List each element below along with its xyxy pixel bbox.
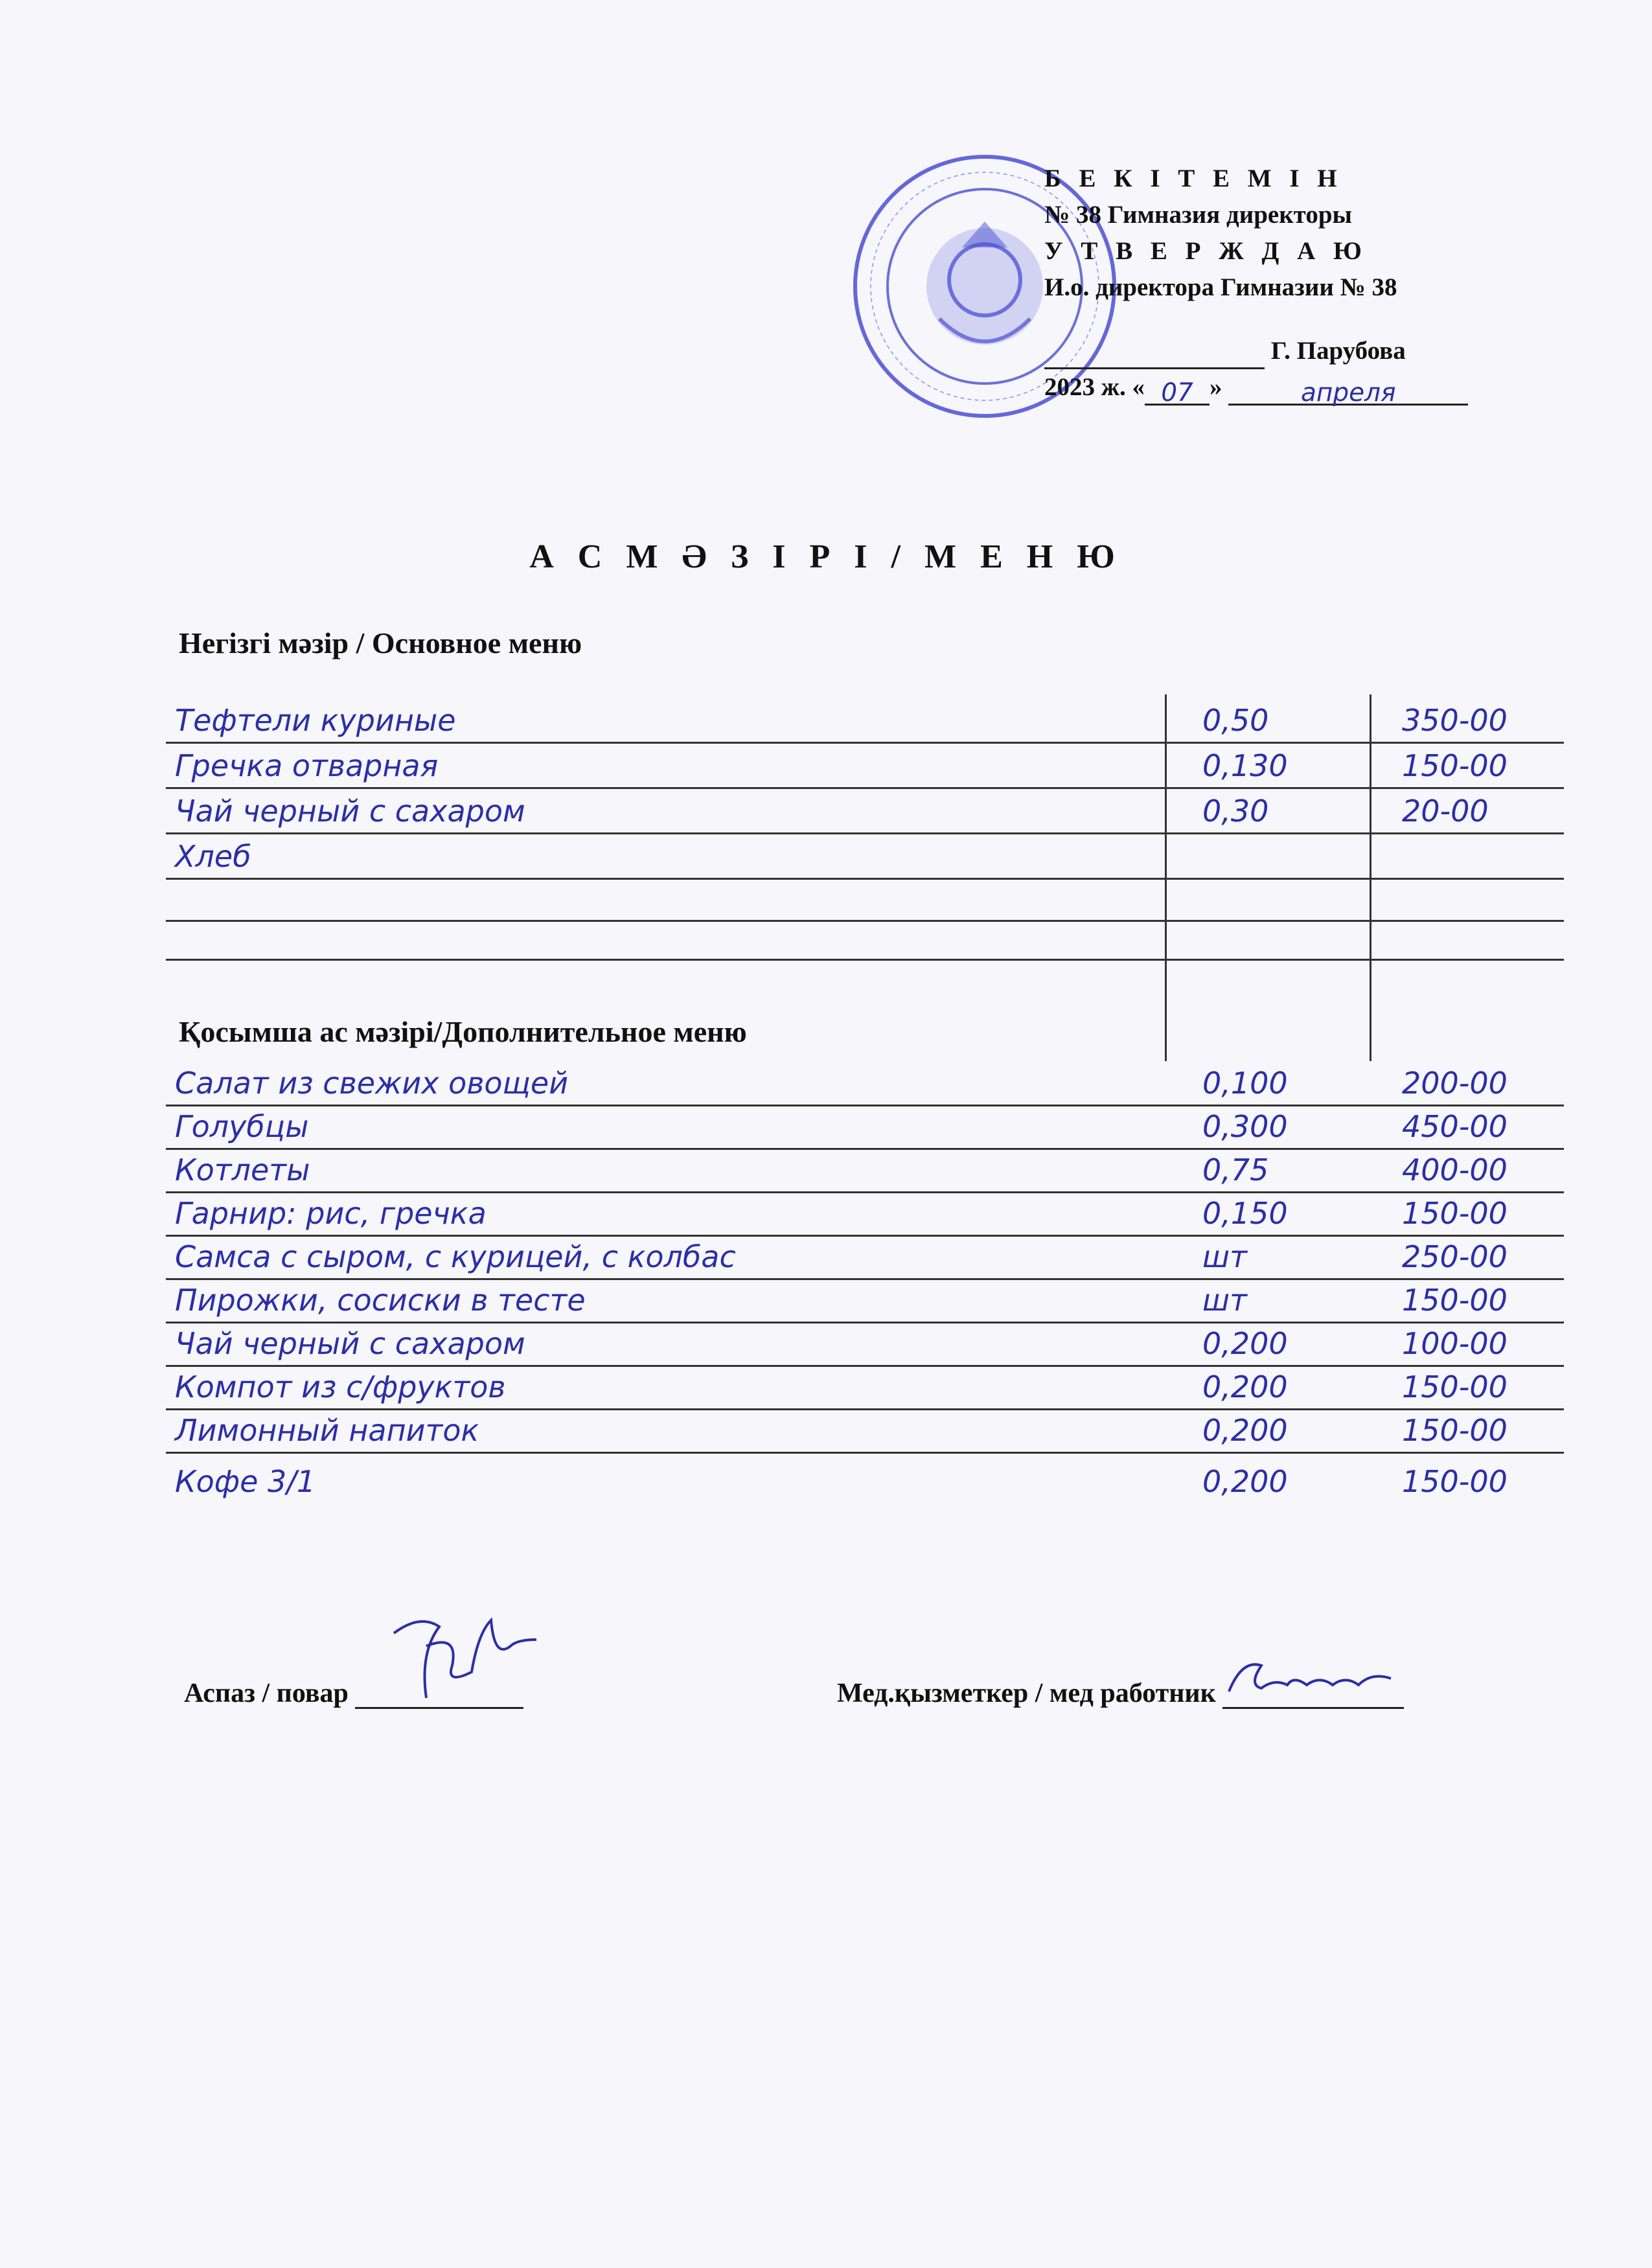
approval-date-month: апреля bbox=[1228, 375, 1468, 406]
main-menu-row bbox=[166, 698, 1564, 744]
item-name: Компот из с/фруктов bbox=[175, 1369, 506, 1404]
item-price: 100-00 bbox=[1402, 1326, 1508, 1361]
cook-signature-scribble bbox=[381, 1607, 543, 1711]
item-qty: 0,30 bbox=[1202, 794, 1269, 829]
approval-date-prefix: 2023 ж. « bbox=[1044, 373, 1145, 401]
extra-menu-row bbox=[166, 1408, 1564, 1454]
item-name: Котлеты bbox=[175, 1152, 310, 1187]
item-name: Гречка отварная bbox=[175, 748, 439, 783]
approval-date-day: 07 bbox=[1145, 375, 1210, 406]
item-name: Хлеб bbox=[175, 839, 251, 874]
item-price: 350-00 bbox=[1402, 703, 1508, 738]
item-qty: 0,100 bbox=[1202, 1066, 1288, 1101]
extra-menu-row bbox=[166, 1234, 1564, 1280]
extra-menu-row bbox=[166, 1147, 1564, 1193]
item-qty: 0,200 bbox=[1202, 1369, 1288, 1404]
approval-signer-name: Г. Парубова bbox=[1270, 337, 1406, 365]
item-qty: 0,200 bbox=[1202, 1326, 1288, 1361]
approval-ru-heading: У Т В Е Р Ж Д А Ю bbox=[1044, 237, 1368, 265]
item-qty: 0,200 bbox=[1202, 1413, 1288, 1448]
item-qty: 0,130 bbox=[1202, 748, 1288, 783]
extra-menu-row bbox=[166, 1277, 1564, 1323]
item-qty: 0,150 bbox=[1202, 1196, 1288, 1231]
approval-date-line bbox=[1044, 369, 1468, 406]
approval-ru-position: И.о. директора Гимназии № 38 bbox=[1044, 273, 1397, 301]
cook-label: Аспаз / повар bbox=[184, 1678, 349, 1708]
item-name: Самса с сыром, с курицей, с колбас bbox=[175, 1239, 736, 1274]
medic-signature-block bbox=[837, 1678, 1404, 1709]
cook-signature-block bbox=[184, 1678, 523, 1709]
item-name: Гарнир: рис, гречка bbox=[175, 1196, 487, 1231]
approval-signature-line bbox=[1044, 333, 1468, 369]
item-price: 20-00 bbox=[1402, 794, 1489, 829]
extra-menu-row bbox=[166, 1104, 1564, 1150]
main-menu-row bbox=[166, 915, 1564, 961]
item-price: 200-00 bbox=[1402, 1066, 1508, 1101]
item-price: 150-00 bbox=[1402, 1196, 1508, 1231]
item-qty: 0,200 bbox=[1202, 1464, 1288, 1499]
director-signature-blank bbox=[1044, 339, 1265, 369]
approval-block bbox=[1044, 161, 1468, 406]
extra-menu-row bbox=[166, 1321, 1564, 1367]
main-menu-row bbox=[166, 788, 1564, 834]
item-price: 150-00 bbox=[1402, 1464, 1508, 1499]
item-name: Голубцы bbox=[175, 1109, 309, 1144]
item-qty: 0,75 bbox=[1202, 1152, 1269, 1187]
medic-label: Мед.қызметкер / мед работник bbox=[837, 1678, 1216, 1708]
item-price: 150-00 bbox=[1402, 1413, 1508, 1448]
item-price: 450-00 bbox=[1402, 1109, 1508, 1144]
main-menu-row bbox=[166, 834, 1564, 880]
item-name: Пирожки, сосиски в тесте bbox=[175, 1283, 586, 1318]
item-name: Салат из свежих овощей bbox=[175, 1066, 569, 1101]
item-name: Кофе 3/1 bbox=[175, 1464, 316, 1499]
item-qty: 0,50 bbox=[1202, 703, 1269, 738]
item-name: Чай черный с сахаром bbox=[175, 1326, 525, 1361]
item-qty: шт bbox=[1202, 1239, 1247, 1274]
item-name: Чай черный с сахаром bbox=[175, 794, 525, 829]
cook-signature-line bbox=[355, 1678, 523, 1709]
extra-menu-row bbox=[166, 1060, 1564, 1106]
item-price: 150-00 bbox=[1402, 1283, 1508, 1318]
main-menu-row bbox=[166, 743, 1564, 789]
item-name: Тефтели куриные bbox=[175, 703, 456, 738]
main-menu-heading: Негізгі мәзір / Основное меню bbox=[179, 626, 582, 659]
approval-date-close: » bbox=[1210, 373, 1222, 401]
medic-signature-line bbox=[1222, 1678, 1404, 1709]
document-title: А С М Ә З І Р І / М Е Н Ю bbox=[529, 538, 1123, 575]
item-qty: 0,300 bbox=[1202, 1109, 1288, 1144]
approval-kz-heading: Б Е К І Т Е М І Н bbox=[1044, 165, 1343, 192]
item-price: 250-00 bbox=[1402, 1239, 1508, 1274]
medic-signature-scribble bbox=[1222, 1653, 1404, 1704]
item-price: 150-00 bbox=[1402, 748, 1508, 783]
approval-kz-position: № 38 Гимназия директоры bbox=[1044, 201, 1352, 229]
extra-menu-row bbox=[166, 1191, 1564, 1237]
item-price: 400-00 bbox=[1402, 1152, 1508, 1187]
item-name: Лимонный напиток bbox=[175, 1413, 479, 1448]
extra-menu-row bbox=[166, 1459, 1564, 1503]
item-price: 150-00 bbox=[1402, 1369, 1508, 1404]
item-qty: шт bbox=[1202, 1283, 1247, 1318]
extra-menu-heading: Қосымша ас мәзірі/Дополнительное меню bbox=[179, 1015, 747, 1048]
extra-menu-row bbox=[166, 1364, 1564, 1410]
